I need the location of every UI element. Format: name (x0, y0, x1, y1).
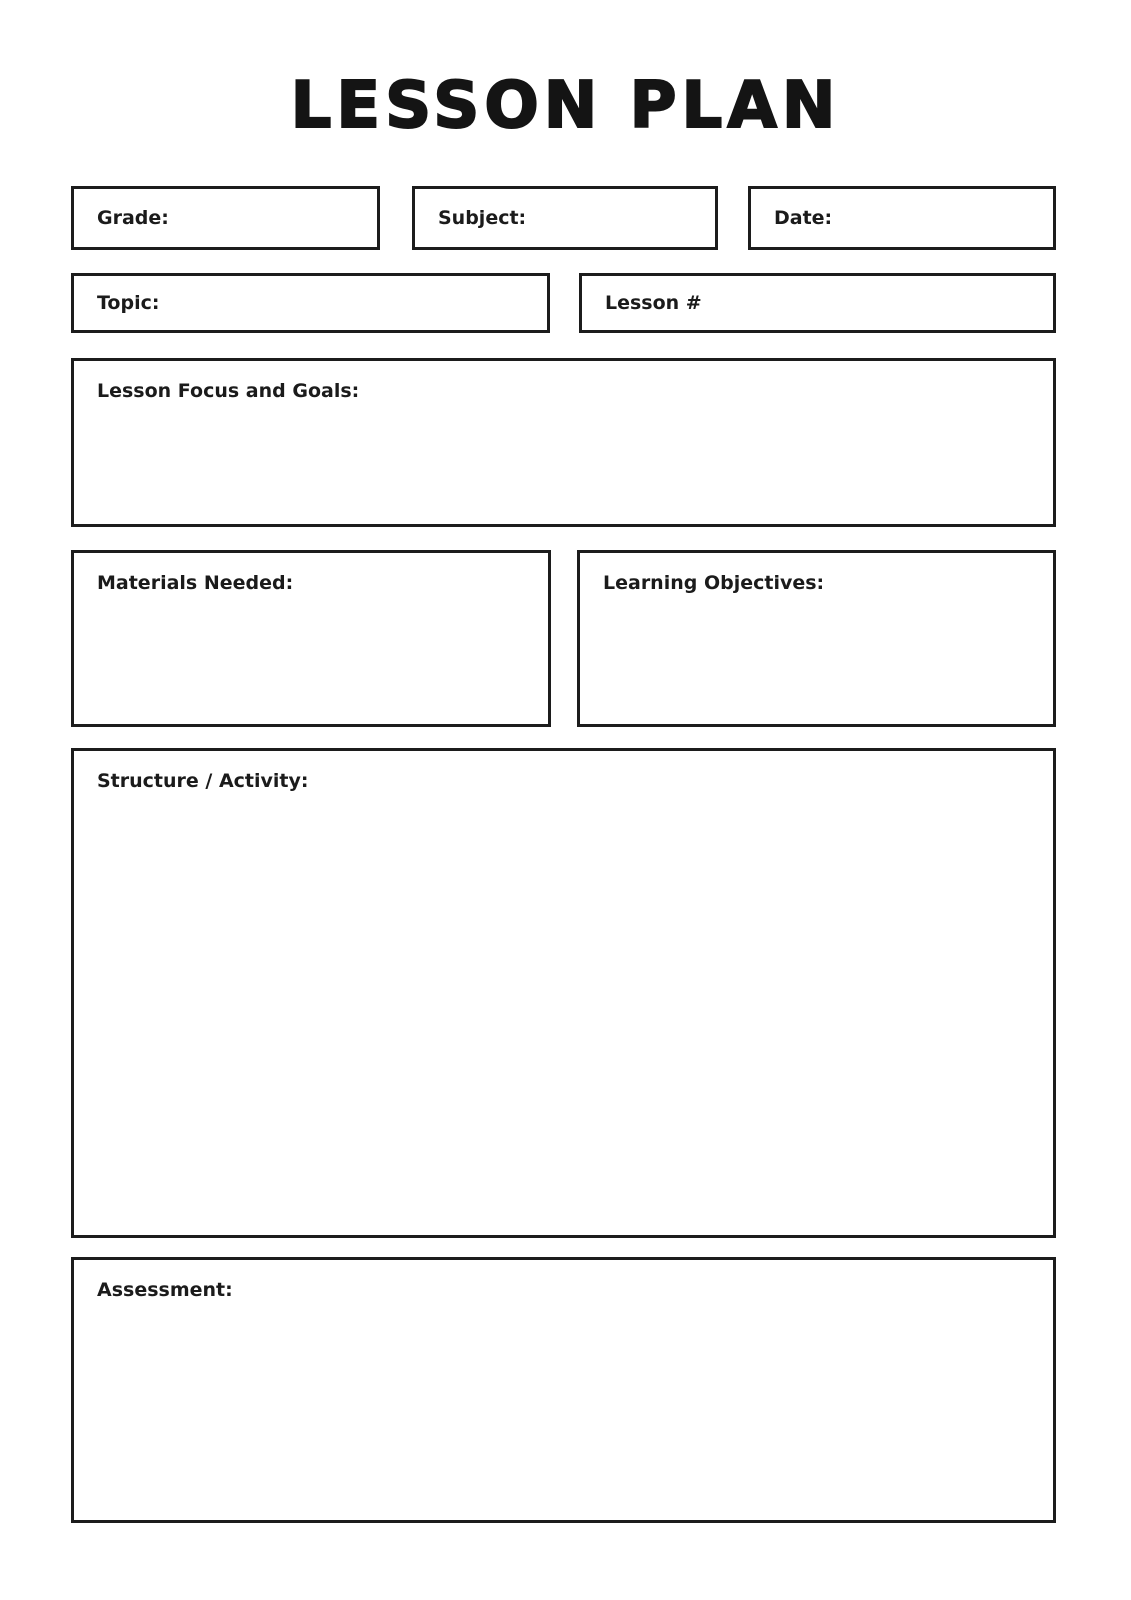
lesson-number-field[interactable] (579, 273, 1056, 333)
subject-label: Subject: (438, 207, 527, 229)
subject-field[interactable] (412, 186, 718, 250)
assessment-label: Assessment: (97, 1279, 233, 1301)
date-label: Date: (774, 207, 833, 229)
lesson-number-label: Lesson # (605, 292, 702, 314)
topic-field[interactable] (71, 273, 550, 333)
structure-activity-label: Structure / Activity: (97, 770, 309, 792)
materials-field[interactable] (71, 550, 551, 727)
grade-label: Grade: (97, 207, 169, 229)
objectives-label: Learning Objectives: (603, 572, 825, 594)
lesson-focus-label: Lesson Focus and Goals: (97, 380, 360, 402)
materials-label: Materials Needed: (97, 572, 294, 594)
lesson-focus-field[interactable] (71, 358, 1056, 527)
topic-label: Topic: (97, 292, 160, 314)
assessment-field[interactable] (71, 1257, 1056, 1523)
page-title: LESSON PLAN (290, 69, 841, 143)
grade-field[interactable] (71, 186, 380, 250)
structure-activity-field[interactable] (71, 748, 1056, 1238)
date-field[interactable] (748, 186, 1056, 250)
objectives-field[interactable] (577, 550, 1056, 727)
